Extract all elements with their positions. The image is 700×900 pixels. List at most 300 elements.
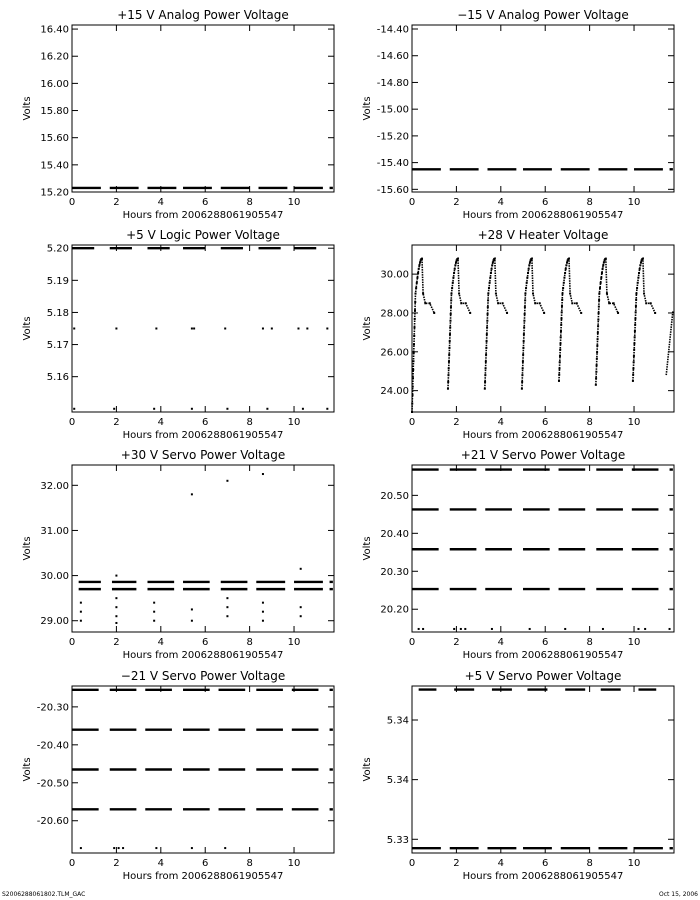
x-tick-label: 10	[287, 197, 301, 208]
data-point	[645, 302, 647, 304]
y-tick-label: -14.80	[376, 77, 409, 89]
x-tick-label: 8	[586, 858, 593, 869]
data-point	[115, 328, 117, 330]
x-tick-label: 6	[542, 197, 549, 208]
chart-title: +5 V Servo Power Voltage	[464, 669, 622, 683]
data-point	[485, 361, 487, 363]
data-point	[485, 347, 487, 349]
data-point	[564, 272, 566, 274]
chart-panel-8	[412, 686, 674, 853]
x-tick-label: 10	[287, 417, 301, 428]
x-tick-label: 2	[453, 637, 460, 648]
data-point	[606, 293, 608, 295]
data-point	[523, 340, 525, 342]
data-point	[486, 327, 488, 329]
data-point	[598, 306, 600, 308]
y-tick-label: -14.40	[376, 24, 409, 36]
data-point	[451, 287, 453, 289]
data-point	[543, 312, 545, 314]
data-point	[494, 258, 496, 260]
y-tick-label: 16.00	[40, 78, 69, 90]
chart-title: +5 V Logic Power Voltage	[126, 228, 280, 242]
data-point	[632, 374, 634, 376]
chart-title: +15 V Analog Power Voltage	[117, 8, 289, 22]
footer-file-label: S2006288061802.TLM_GAC	[2, 891, 86, 898]
data-point	[596, 358, 598, 360]
data-point	[492, 261, 494, 263]
x-tick-label: 0	[408, 637, 416, 648]
data-point	[632, 380, 634, 382]
x-tick-label: 10	[287, 637, 301, 648]
data-point	[458, 293, 460, 295]
y-tick-label: 31.00	[40, 525, 69, 537]
data-point	[491, 264, 493, 266]
x-tick-label: 8	[246, 637, 253, 648]
data-point	[226, 615, 228, 617]
y-tick-label: 15.20	[40, 187, 69, 199]
y-tick-label: -14.60	[376, 51, 409, 63]
y-tick-label: 15.40	[40, 160, 69, 172]
chart-title: −15 V Analog Power Voltage	[457, 8, 629, 22]
heater-cycle-tail	[666, 311, 673, 375]
y-tick-label: 16.20	[40, 51, 69, 63]
data-point	[636, 287, 638, 289]
data-point	[326, 328, 328, 330]
data-point	[411, 411, 413, 413]
data-point	[532, 293, 534, 295]
y-tick-label: 30.00	[380, 269, 409, 281]
data-point	[429, 302, 431, 304]
data-point	[447, 388, 449, 390]
data-point	[413, 343, 415, 345]
data-point	[450, 313, 452, 315]
data-point	[524, 293, 526, 295]
x-tick-label: 10	[627, 197, 641, 208]
data-point	[524, 306, 526, 308]
data-point	[487, 293, 489, 295]
data-point	[414, 309, 416, 311]
y-tick-label: -20.60	[36, 816, 69, 828]
data-point	[414, 293, 416, 295]
data-point	[635, 293, 637, 295]
data-point	[447, 381, 449, 383]
x-axis-label: Hours from 2006288061905547	[462, 210, 624, 221]
data-point	[422, 628, 424, 630]
data-point	[448, 361, 450, 363]
data-point	[412, 369, 414, 371]
data-point	[497, 302, 499, 304]
x-tick-label: 10	[627, 858, 641, 869]
data-point	[561, 311, 563, 313]
heater-cycle-curve	[412, 259, 434, 412]
y-tick-label: 5.16	[46, 372, 69, 384]
data-point	[635, 311, 637, 313]
y-tick-label: 20.40	[380, 528, 409, 540]
y-tick-label: -20.30	[36, 702, 69, 714]
data-point	[524, 299, 526, 301]
data-point	[640, 261, 642, 263]
x-axis-label: Hours from 2006288061905547	[122, 430, 284, 441]
y-tick-label: 15.60	[40, 133, 69, 145]
data-point	[412, 386, 414, 388]
data-point	[522, 361, 524, 363]
data-point	[595, 384, 597, 386]
data-point	[644, 628, 646, 630]
x-tick-label: 10	[627, 417, 641, 428]
data-point	[414, 301, 416, 303]
data-point	[525, 287, 527, 289]
x-tick-label: 2	[453, 858, 460, 869]
data-point	[449, 320, 451, 322]
data-point	[528, 264, 530, 266]
y-axis-label: Volts	[362, 316, 373, 341]
x-tick-label: 6	[542, 858, 549, 869]
data-point	[485, 367, 487, 369]
data-point	[422, 293, 424, 295]
y-axis-label: Volts	[362, 757, 373, 782]
data-point	[460, 302, 462, 304]
data-point	[559, 342, 561, 344]
data-point	[413, 352, 415, 354]
data-point	[469, 312, 471, 314]
data-point	[452, 282, 454, 284]
data-point	[484, 388, 486, 390]
y-tick-label: 15.80	[40, 106, 69, 118]
data-point	[300, 568, 302, 570]
data-point	[559, 361, 561, 363]
data-point	[523, 327, 525, 329]
data-point	[560, 330, 562, 332]
data-point	[608, 302, 610, 304]
data-point	[153, 602, 155, 604]
data-point	[635, 305, 637, 307]
chart-panel-4	[411, 245, 674, 413]
x-tick-label: 8	[586, 417, 593, 428]
x-tick-label: 6	[202, 637, 209, 648]
y-tick-label: 5.34	[386, 775, 409, 787]
x-tick-label: 6	[542, 417, 549, 428]
heater-cycle-curve	[596, 259, 618, 385]
data-point	[415, 287, 417, 289]
data-point	[73, 328, 75, 330]
y-tick-label: -15.60	[376, 184, 409, 196]
y-tick-label: 32.00	[40, 480, 69, 492]
heater-cycle-curve	[448, 259, 470, 389]
data-point	[539, 302, 541, 304]
data-point	[600, 277, 602, 279]
y-tick-label: 5.20	[46, 243, 69, 255]
data-point	[449, 333, 451, 335]
data-point	[526, 282, 528, 284]
data-point	[484, 381, 486, 383]
y-tick-label: 26.00	[380, 347, 409, 359]
data-point	[262, 602, 264, 604]
data-point	[191, 493, 193, 495]
data-point	[113, 847, 115, 849]
data-point	[522, 354, 524, 356]
chart-title: +30 V Servo Power Voltage	[120, 448, 286, 462]
data-point	[412, 360, 414, 362]
x-tick-label: 6	[202, 858, 209, 869]
x-axis-label: Hours from 2006288061905547	[122, 210, 284, 221]
data-point	[433, 312, 435, 314]
data-point	[457, 258, 459, 260]
data-point	[413, 326, 415, 328]
data-point	[115, 606, 117, 608]
data-point	[561, 299, 563, 301]
data-point	[302, 408, 304, 410]
data-point	[80, 620, 82, 622]
y-tick-label: 20.20	[380, 604, 409, 616]
plot-frame	[72, 25, 334, 192]
data-point	[486, 320, 488, 322]
data-point	[224, 328, 226, 330]
data-point	[595, 377, 597, 379]
plot-frame	[412, 25, 674, 192]
data-point	[191, 408, 193, 410]
data-point	[600, 282, 602, 284]
y-tick-label: 24.00	[380, 386, 409, 398]
x-axis-label: Hours from 2006288061905547	[462, 650, 624, 661]
data-point	[565, 268, 567, 270]
data-point	[595, 371, 597, 373]
data-point	[598, 312, 600, 314]
data-point	[486, 333, 488, 335]
x-tick-label: 8	[586, 637, 593, 648]
data-point	[262, 620, 264, 622]
data-point	[637, 628, 639, 630]
data-point	[524, 313, 526, 315]
data-point	[155, 328, 157, 330]
data-point	[633, 361, 635, 363]
x-tick-label: 0	[408, 417, 416, 428]
data-point	[411, 394, 413, 396]
data-point	[489, 282, 491, 284]
plot-frame	[72, 245, 334, 412]
data-point	[528, 268, 530, 270]
data-point	[637, 277, 639, 279]
data-point	[642, 258, 644, 260]
y-tick-label: 5.19	[46, 275, 69, 287]
data-point	[465, 302, 467, 304]
x-tick-label: 6	[542, 637, 549, 648]
data-point	[634, 324, 636, 326]
plot-frame	[412, 245, 674, 412]
x-axis-label: Hours from 2006288061905547	[462, 430, 624, 441]
x-tick-label: 0	[408, 197, 416, 208]
data-point	[633, 355, 635, 357]
data-point	[597, 332, 599, 334]
data-point	[522, 367, 524, 369]
data-point	[460, 628, 462, 630]
data-point	[534, 302, 536, 304]
data-point	[452, 277, 454, 279]
data-point	[448, 367, 450, 369]
chart-panel-6	[412, 465, 674, 632]
y-tick-label: -20.40	[36, 740, 69, 752]
x-tick-label: 4	[157, 417, 165, 428]
y-tick-label: -20.50	[36, 778, 69, 790]
y-tick-label: 5.17	[46, 340, 69, 352]
data-point	[491, 628, 493, 630]
data-point	[224, 847, 226, 849]
data-point	[487, 299, 489, 301]
y-tick-label: 16.40	[40, 24, 69, 36]
data-point	[563, 277, 565, 279]
data-point	[115, 575, 117, 577]
data-point	[115, 615, 117, 617]
y-axis-label: Volts	[22, 96, 33, 121]
data-point	[562, 287, 564, 289]
data-point	[634, 330, 636, 332]
data-point	[529, 261, 531, 263]
data-point	[450, 306, 452, 308]
data-point	[558, 380, 560, 382]
data-point	[602, 264, 604, 266]
chart-panel-5	[72, 465, 334, 632]
data-point	[450, 293, 452, 295]
data-point	[598, 299, 600, 301]
y-tick-label: -15.40	[376, 158, 409, 170]
x-tick-label: 8	[586, 197, 593, 208]
data-point	[495, 293, 497, 295]
x-tick-label: 6	[202, 197, 209, 208]
y-axis-label: Volts	[362, 96, 373, 121]
data-point	[638, 272, 640, 274]
data-point	[421, 258, 423, 260]
data-point	[113, 408, 115, 410]
data-point	[424, 302, 426, 304]
heater-cycle-curve	[522, 259, 544, 389]
data-point	[559, 349, 561, 351]
data-point	[617, 312, 619, 314]
data-point	[454, 264, 456, 266]
y-tick-label: 5.34	[386, 715, 409, 727]
x-tick-label: 4	[497, 197, 505, 208]
data-point	[450, 299, 452, 301]
x-tick-label: 2	[113, 197, 120, 208]
data-point	[412, 377, 414, 379]
data-point	[576, 302, 578, 304]
data-point	[563, 282, 565, 284]
chart-panel-1	[72, 25, 334, 192]
data-point	[417, 272, 419, 274]
x-tick-label: 4	[157, 858, 165, 869]
x-tick-label: 0	[68, 197, 76, 208]
data-point	[191, 620, 193, 622]
data-point	[597, 338, 599, 340]
data-point	[419, 261, 421, 263]
chart-panel-2	[412, 25, 674, 192]
x-tick-label: 4	[157, 637, 165, 648]
x-tick-label: 2	[453, 197, 460, 208]
data-point	[416, 277, 418, 279]
y-tick-label: 20.30	[380, 566, 409, 578]
data-point	[488, 287, 490, 289]
x-tick-label: 10	[627, 637, 641, 648]
data-point	[571, 302, 573, 304]
heater-cycle-curve	[485, 259, 507, 389]
data-point	[637, 282, 639, 284]
data-point	[506, 312, 508, 314]
data-point	[654, 312, 656, 314]
data-point	[118, 847, 120, 849]
chart-title: +28 V Heater Voltage	[477, 228, 609, 242]
x-tick-label: 4	[497, 417, 505, 428]
data-point	[266, 408, 268, 410]
data-point	[613, 302, 615, 304]
data-point	[597, 319, 599, 321]
data-point	[596, 351, 598, 353]
y-tick-label: 5.18	[46, 307, 69, 319]
data-point	[633, 342, 635, 344]
data-point	[262, 611, 264, 613]
data-point	[448, 347, 450, 349]
x-tick-label: 10	[287, 858, 301, 869]
data-point	[226, 606, 228, 608]
x-tick-label: 0	[68, 417, 76, 428]
data-point	[635, 299, 637, 301]
data-point	[80, 847, 82, 849]
data-point	[602, 628, 604, 630]
data-point	[418, 264, 420, 266]
data-point	[414, 318, 416, 320]
data-point	[153, 620, 155, 622]
data-point	[502, 302, 504, 304]
data-point	[484, 374, 486, 376]
data-point	[326, 408, 328, 410]
data-point	[529, 628, 531, 630]
data-point	[603, 261, 605, 263]
x-tick-label: 4	[157, 197, 165, 208]
x-tick-label: 8	[246, 417, 253, 428]
data-point	[632, 367, 634, 369]
data-point	[449, 327, 451, 329]
data-point	[565, 264, 567, 266]
data-point	[80, 611, 82, 613]
data-point	[191, 328, 193, 330]
data-point	[262, 473, 264, 475]
data-point	[80, 602, 82, 604]
heater-cycle-curve	[633, 259, 655, 381]
data-point	[568, 258, 570, 260]
data-point	[639, 264, 641, 266]
data-point	[526, 277, 528, 279]
footer-date-label: Oct 15, 2006	[659, 891, 698, 898]
data-point	[489, 277, 491, 279]
data-point	[413, 335, 415, 337]
data-point	[561, 293, 563, 295]
data-point	[560, 324, 562, 326]
data-point	[522, 347, 524, 349]
data-point	[411, 403, 413, 405]
x-tick-label: 2	[113, 858, 120, 869]
y-tick-label: 5.33	[386, 834, 409, 846]
y-tick-label: -15.00	[376, 104, 409, 116]
data-point	[453, 628, 455, 630]
data-point	[115, 597, 117, 599]
data-point	[115, 622, 117, 624]
y-axis-label: Volts	[22, 536, 33, 561]
data-point	[527, 272, 529, 274]
heater-cycle-curve	[559, 259, 581, 381]
data-point	[558, 374, 560, 376]
data-point	[262, 328, 264, 330]
data-point	[155, 847, 157, 849]
y-axis-label: Volts	[362, 536, 373, 561]
data-point	[599, 287, 601, 289]
chart-panel-7	[72, 686, 334, 853]
